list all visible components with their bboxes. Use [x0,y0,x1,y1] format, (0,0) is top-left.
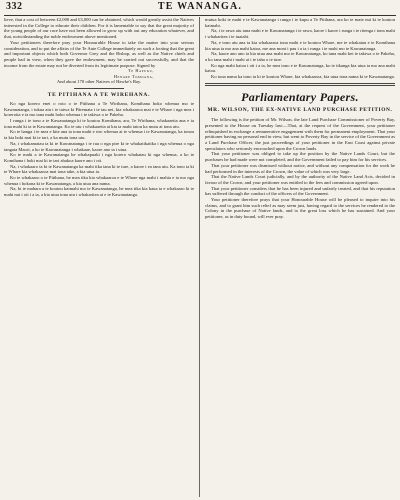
separator [74,88,124,89]
article-paragraph: Na, i te rawa atu tana mahi e te Kawanatanga i te rawa, kaore i kaore i runga i te ritenga i tona mahi i whakaritea i te tuatahi. [205,28,395,40]
article-paragraph: Ko te mahi a te Kawanatanga he whakapuaki i nga korero whakatau ki nga whenua, a ko te Komihana i hoki mai ki te tari ahakoa kaore ano i oti. [4,152,194,163]
column-rule [199,17,200,497]
double-rule [205,83,395,86]
subsection-title: MR. WILSON, THE EX-NATIVE LAND PURCHASE PETITION. [207,106,393,113]
article-paragraph: Na, i whakamatau ia ki te Kawanatanga i te rua o nga pire ki te whakatikatika i nga whenua o nga tangata Maori, a ko te Kawanatanga i whakaae, kaore ano ia i utua. [4,140,194,152]
article-paragraph: Ko nga korero enei o roto o te Pitihana a Te Wirihana, Komihana hoko whenua mo te Kawanatanga, i tukua atu i te taiwa ki Pāremata i te tau nei, kia whakaaroa mai e te Whare i nga mea i korerotia e ia mo tana mahi hoko whenua i te takiwa o te Pakeha. [4,100,194,118]
article-paragraph: Your petitioner therefore prays that your Honourable House will be pleased to inquire into his claims, and to grant him such relief as may seem just, having regard to the services he rendered to the Colony in the purchase of Native lands, and to the great loss which he has sustained. And your petitioner, as in duty bound, will ever pray. [205,197,395,220]
article-paragraph: Ko te whakaaro o te Pitihana, he mea tika kia whakaaroa e te Whare nga mahi i mahia e ia mo nga whenua i hokona ki te Kawanatanga, a kia utua ana nama. [4,175,194,186]
article-paragraph: That your petitioner was dismissed without notice, and without any compensation for the work he had performed in the interests of the Crown, the value of which was very large. [205,162,395,174]
left-column [4,17,194,497]
article-paragraph: Ko nga mahi katoa i oti i a ia, he mea tono e te Kawanatanga, ko te tikanga kia utua ia mo ana mahi katoa. [205,62,395,74]
page-header [4,0,396,16]
article-paragraph: Na, i whakaaro ia ki te Kawanatanga ka mahi tika tana ki te ture, a kaore i ea tana utu. Ka tono ia ki te Whare kia whakaaroa mai tona take, a kia utua ia. [4,163,194,175]
petition-paragraph: Your petitioners therefore pray your Honourable House to take the matter into your serious consideration, and to put the affairs of the Te Aute College immediately on such a footing that the great and important objects which both Governor Grey and the Bishop, as well as the Native chiefs and people had in view, when they gave the endowment, may be carried out successfully, and that the income from the estate may not be diverted from its legitimate purpose. Signed by [4,39,194,68]
article-paragraph: Ko te hanga i te mea e kite ana ia tona mahi e riro whenua ai te whenua i te Kawanatanga, ka tonoa ia kia hoki mai ki te tari, a ka mutu tona utu. [4,129,194,141]
article-paragraph: Na, kaore ano ano ia kia utua ana mahi mo te Kawanatanga, ko tana mahi kei te takiwa o te Pakeha, a ko tana mahi i mahi ai i te taha o te ture. [205,51,395,62]
signatory: Te Hapuku, [128,68,154,74]
columns [4,17,396,497]
article-paragraph: Na, e tono atu ana ia kia whakaaroa tona mahi e te koutou Whare, me te whakatau e te Komihana kia utua ia mo ana mahi katoa, me ana moni i pau i a ia i runga i te mahi mo te Kawanatanga. [205,39,395,51]
article-paragraph: mutua hoki te mahi e te Kawanatanga i runga i te kupu a Te Pitihana, ara ko te mate nui ki te koutou kaimahi. [205,17,395,28]
article-paragraph: Ko tona nama ka tono ia ki te koutou Whare, kia whakaaroa, kia utua tona nama ki te Kawanatanga. [211,74,395,80]
section-title-parliamentary: Parliamentary Papers. [241,89,359,104]
page-number: 332 [6,1,23,12]
article-paragraph: The following is the petition of Mr. Wilson, the late Land Purchase Commissioner of Poverty Bay, presented to the House on Tuesday last:—That, at the request of the Government, your petitioner relinquished in exchange a remunerative engagement with them for permanent employment. That your petitioner having no personal end in view, but went to Poverty Bay in the service of the Government as a Land Purchase Officer, the just proceedings of your petitioner in the East Coast against private speculators who seriously encroached upon the Crown lands. [205,117,395,151]
masthead-title: TE WANANGA. [157,1,243,12]
article-paragraph: Na, ki te mahara a te koutou kaimahi mo te Kawanatanga, he mea tika kia kaua ia e whakaaro ki te mahi nui i oti i a ia, a kia utua tona utu i whakaritea ai e te Kawanatanga. [4,186,194,198]
article-paragraph: That your petitioner was obliged to take up the position by the Native Lands Court, but the purchases he had made were not completed, and the Government failed to pay him for his services. [205,151,395,163]
section-title-wirihana: TE PITIHANA A TE WIREHANA. [47,91,151,98]
others-line: And about 170 other Natives of Hawke's Bay. [56,79,142,85]
newspaper-page [4,0,396,500]
article-paragraph: That your petitioner considers that he has been injured and unfairly treated, and that his reputation has suffered through the conduct of the officers of the Government. [205,185,395,197]
right-column [205,17,395,497]
article-paragraph: That the Native Lands Court judicially, and by the authority of the Native Land Acts, decided in favour of the Crown, and your petitioner was entitled to the fees and commission agreed upon. [205,174,395,185]
article-paragraph: I runga i te tono a te Kawanatanga ki te koutou Komihana, ara, Te Wirihana, whakaaetia ana e ia tona mahi ki ta te Kawanatanga. Ko te utu i whakaaetia ai kia ia mahi tatou ka mutu ai tona utu. [4,118,194,129]
signatory: Henare Tomoana, [113,73,154,79]
petition-paragraph: lieve, that a cost of between £2,000 and £3,000 can be obtained, which would greatly assist the Natives interested in the College to educate their children. For it is lamentable to say that the great majority of the young people of our race have not been allowed to grow up with out any education whatever, and that, notwithstanding the noble endowment above mentioned. [4,17,194,40]
